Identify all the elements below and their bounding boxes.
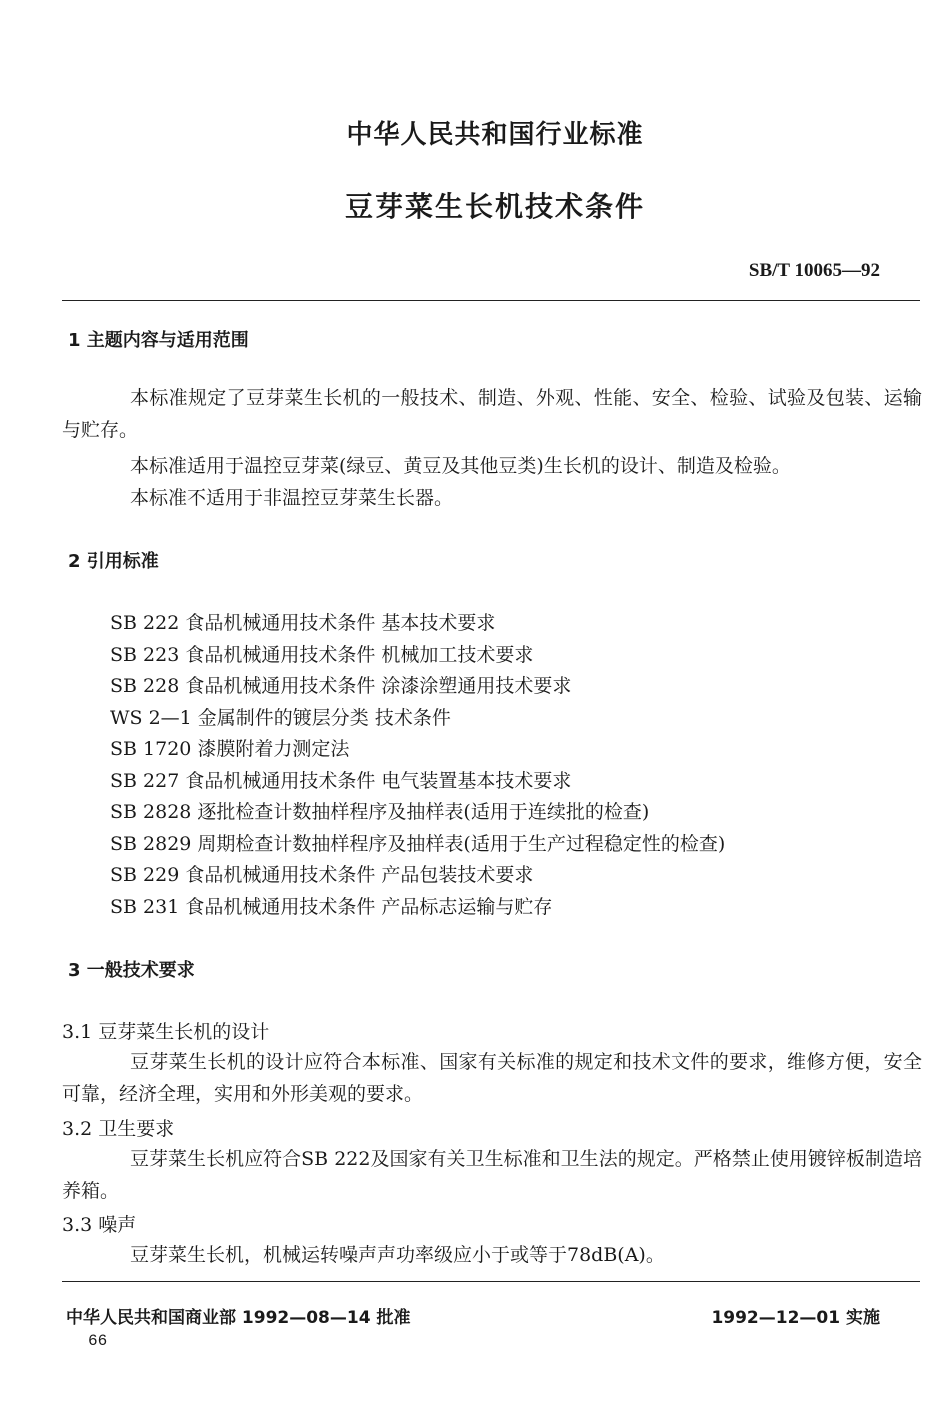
subsection-3-1-title: 3.1 豆芽菜生长机的设计	[62, 1021, 270, 1043]
reference-item: SB 228 食品机械通用技术条件 涂漆涂塑通用技术要求	[110, 675, 572, 697]
header-divider	[62, 300, 920, 301]
section-2-heading: 2 引用标准	[68, 551, 159, 572]
subsection-3-3-title: 3.3 噪声	[62, 1214, 137, 1236]
reference-item: SB 223 食品机械通用技术条件 机械加工技术要求	[110, 644, 534, 666]
reference-item: SB 231 食品机械通用技术条件 产品标志运输与贮存	[110, 896, 553, 918]
reference-item: SB 1720 漆膜附着力测定法	[110, 738, 350, 760]
standard-code: SB/T 10065—92	[748, 260, 880, 281]
subsection-3-2-title: 3.2 卫生要求	[62, 1118, 175, 1140]
approval-line: 中华人民共和国商业部 1992—08—14 批准	[66, 1308, 411, 1328]
subsection-3-2-text: 豆芽菜生长机应符合SB 222及国家有关卫生标准和卫生法的规定。严格禁止使用镀锌板制造培养箱。	[62, 1148, 922, 1202]
section-1-paragraph-3: 本标准不适用于非温控豆芽菜生长器。	[130, 487, 454, 509]
subsection-3-1-text: 豆芽菜生长机的设计应符合本标准、国家有关标准的规定和技术文件的要求，维修方便，安全可靠，经济全理，实用和外形美观的要求。	[62, 1051, 922, 1105]
reference-item: SB 2829 周期检查计数抽样程序及抽样表(适用于生产过程稳定性的检查)	[110, 833, 726, 855]
reference-item: WS 2—1 金属制件的镀层分类 技术条件	[110, 707, 451, 729]
reference-item: SB 2828 逐批检查计数抽样程序及抽样表(适用于连续批的检查)	[110, 801, 650, 823]
document-title: 豆芽菜生长机技术条件	[344, 190, 645, 223]
section-1-heading: 1 主题内容与适用范围	[68, 330, 249, 351]
page-number: 66	[88, 1332, 108, 1350]
reference-item: SB 227 食品机械通用技术条件 电气装置基本技术要求	[110, 770, 572, 792]
reference-item: SB 229 食品机械通用技术条件 产品包装技术要求	[110, 864, 534, 886]
reference-item: SB 222 食品机械通用技术条件 基本技术要求	[110, 612, 496, 634]
effective-date-line: 1992—12—01 实施	[711, 1308, 880, 1328]
standard-category-title: 中华人民共和国行业标准	[346, 120, 644, 150]
section-1-paragraph-1: 本标准规定了豆芽菜生长机的一般技术、制造、外观、性能、安全、检验、试验及包装、运输与贮存。	[62, 387, 922, 441]
section-1-paragraph-2: 本标准适用于温控豆芽菜(绿豆、黄豆及其他豆类)生长机的设计、制造及检验。	[130, 455, 791, 477]
footer-divider	[62, 1281, 920, 1282]
section-3-heading: 3 一般技术要求	[68, 960, 195, 981]
subsection-3-3-text: 豆芽菜生长机，机械运转噪声声功率级应小于或等于78dB(A)。	[130, 1244, 665, 1266]
